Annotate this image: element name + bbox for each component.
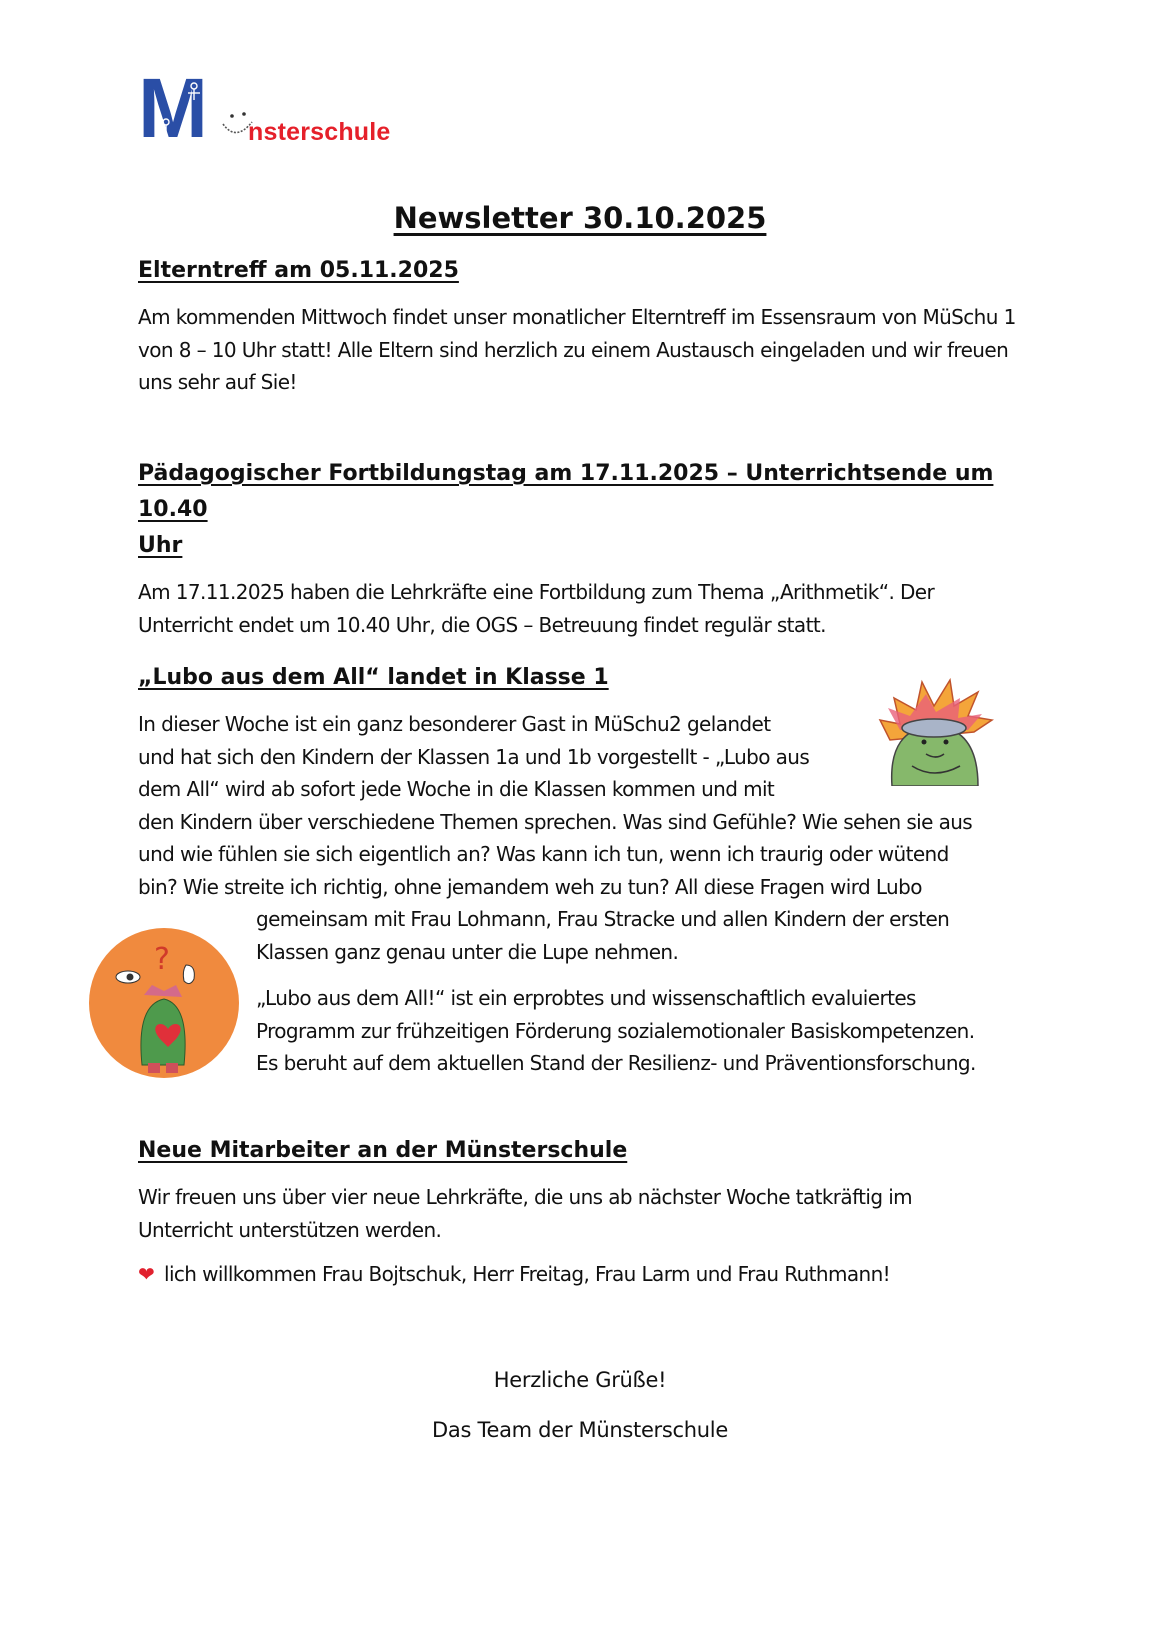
text-line: und wie fühlen sie sich eigentlich an? Was kann ich tun, wenn ich traurig oder wütend [138,842,949,866]
section-heading: „Lubo aus dem All“ landet in Klasse 1 [138,665,609,690]
section-fortbildungstag [138,456,1018,641]
closing-signature: Das Team der Münsterschule [432,1418,728,1442]
text-line: Programm zur frühzeitigen Förderung sozialemotionaler Basiskompetenzen. [256,1018,975,1043]
section-elterntreff [138,253,1018,399]
section-heading: Neue Mitarbeiter an der Münsterschule [138,1138,628,1163]
section-paragraph: Am 17.11.2025 haben die Lehrkräfte eine Fortbildung zum Thema „Arithmetik“. Der Unterricht endet um 10.40 Uhr, die OGS – Betreuung findet regulär statt. [138,580,935,637]
lubo-head-image [870,668,998,786]
text-line: gemeinsam mit Frau Lohmann, Frau Stracke und allen Kindern der ersten [256,907,950,931]
heart-icon: ❤ [138,1262,155,1286]
question-mark-icon: ? [154,942,170,977]
section-heading: Elterntreff am 05.11.2025 [138,258,459,283]
section-neue-mitarbeiter [138,1133,1018,1291]
text-line: „Lubo aus dem All!“ ist ein erprobtes und wissenschaftlich evaluiertes [256,986,916,1010]
school-logo [138,61,408,156]
newsletter-title: Newsletter 30.10.2025 [393,201,767,235]
text-line: und hat sich den Kindern der Klassen 1a und 1b vorgestellt - „Lubo aus [138,744,810,769]
welcome-line: ❤ lich willkommen Frau Bojtschuk, Herr Freitag, Frau Larm und Frau Ruthmann! [138,1258,1018,1291]
text-line: dem All“ wird ab sofort jede Woche in die Klassen kommen und mit [138,777,775,801]
lubo-circle-image [86,925,242,1081]
text-line: In dieser Woche ist ein ganz besonderer Gast in MüSchu2 gelandet [138,712,771,736]
text-line: Klassen ganz genau unter die Lupe nehmen. [256,939,679,964]
logo-initial: M [138,61,208,155]
logo-text: nsterschule [248,118,391,146]
section-heading: Pädagogischer Fortbildungstag am 17.11.2025 – Unterrichtsende um 10.40 Uhr [138,461,994,558]
section-paragraph: Wir freuen uns über vier neue Lehrkräfte, die uns ab nächster Woche tatkräftig im Unterricht unterstützen werden. [138,1185,913,1242]
closing-greeting: Herzliche Grüße! [493,1368,667,1392]
section-paragraph: Am kommenden Mittwoch findet unser monatlicher Elterntreff im Essensraum von MüSchu 1 von 8 – 10 Uhr statt! Alle Eltern sind herzlich zu einem Austausch eingeladen und wir freuen uns sehr auf Sie! [138,305,1016,394]
text-line: den Kindern über verschiedene Themen sprechen. Was sind Gefühle? Wie sehen sie aus [138,809,973,834]
text-line: Es beruht auf dem aktuellen Stand der Resilienz- und Präventionsforschung. [256,1051,976,1075]
text-line: bin? Wie streite ich richtig, ohne jemandem weh zu tun? All diese Fragen wird Lubo [138,874,922,899]
